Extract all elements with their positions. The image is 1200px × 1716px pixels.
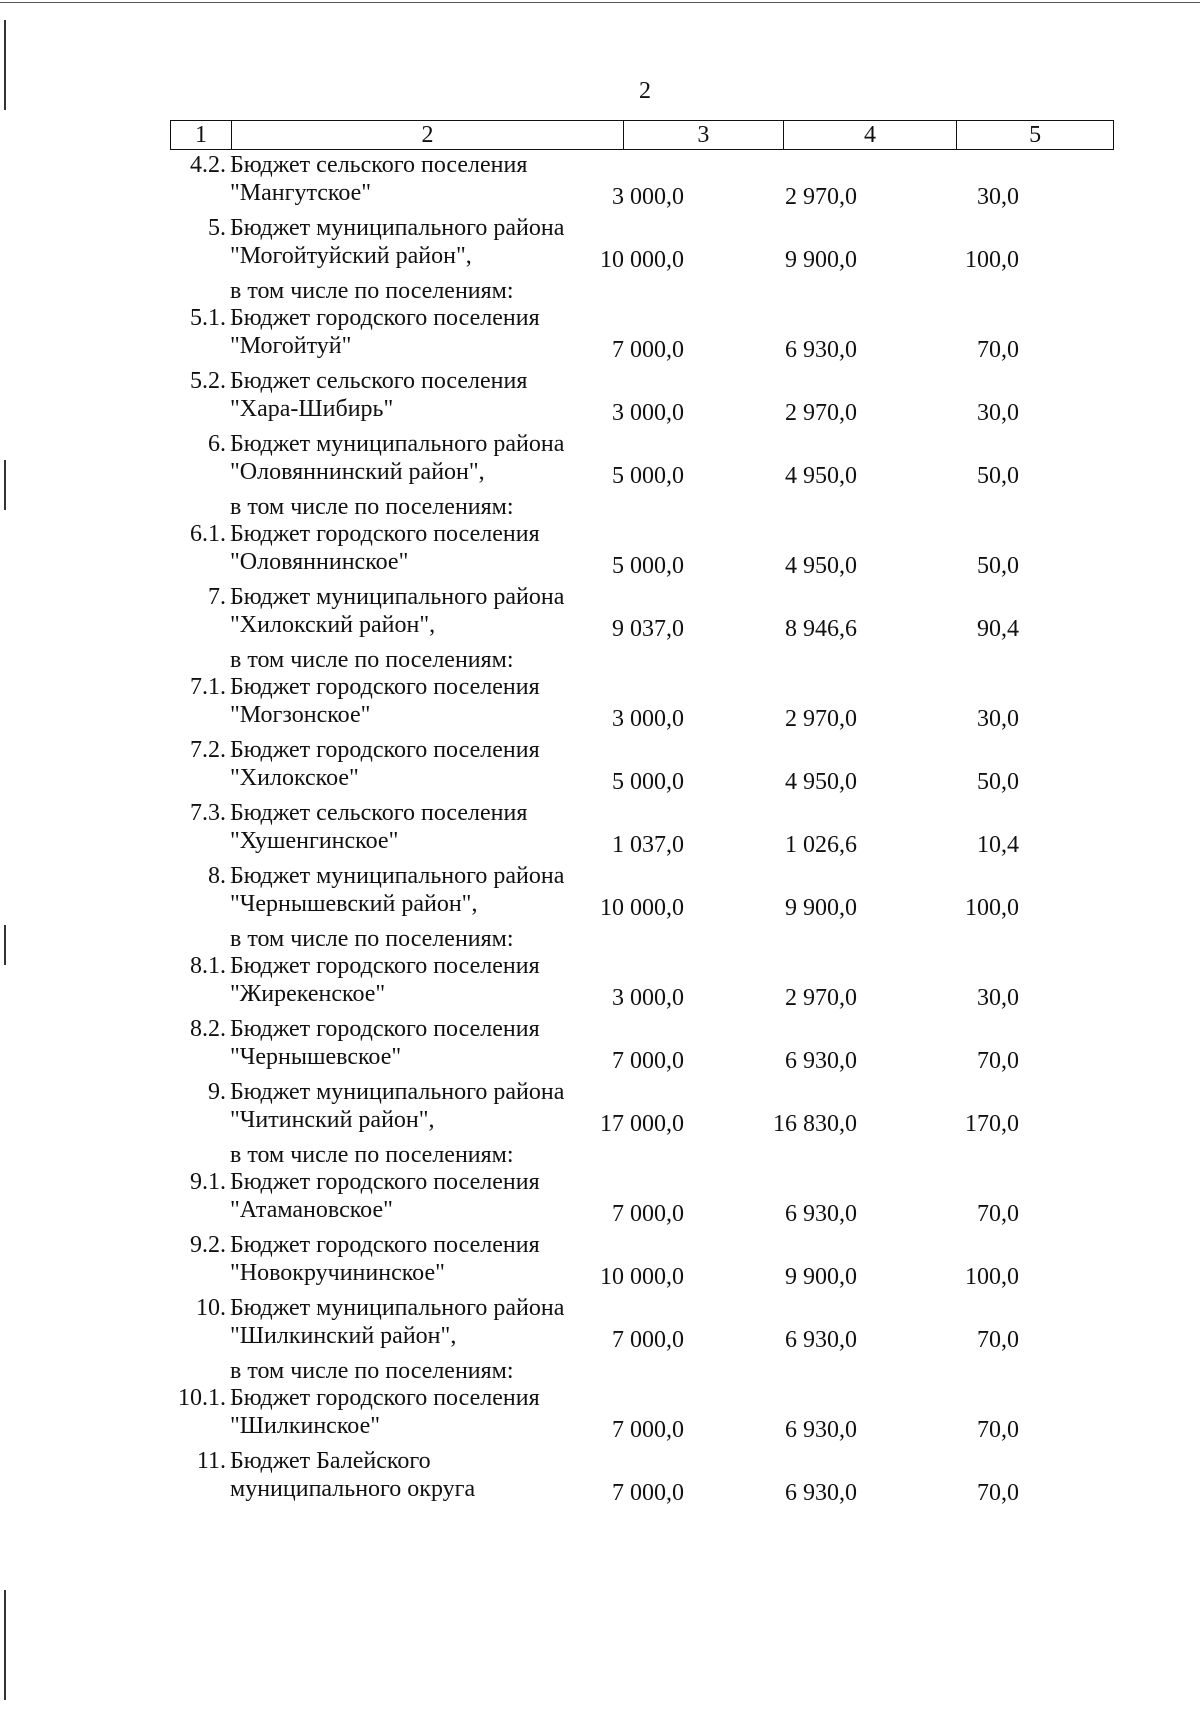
row-value-col3: 7 000,0 xyxy=(612,1480,684,1506)
table-row xyxy=(170,951,1114,1014)
row-value-col5: 30,0 xyxy=(977,400,1019,426)
left-scan-mark xyxy=(4,925,6,965)
row-number: 10. xyxy=(196,1295,226,1321)
row-value-col5: 70,0 xyxy=(977,1327,1019,1353)
row-name-line2: муниципального округа xyxy=(230,1476,476,1502)
row-value-col5: 90,4 xyxy=(977,616,1019,642)
row-value-col5: 50,0 xyxy=(977,769,1019,795)
subtotal-note: в том числе по поселениям: xyxy=(230,278,514,304)
row-value-col5: 70,0 xyxy=(977,1048,1019,1074)
row-value-col3: 7 000,0 xyxy=(612,1417,684,1443)
row-number: 9.1. xyxy=(190,1169,226,1195)
row-number: 6.1. xyxy=(190,521,226,547)
row-name-line1: Бюджет городского поселения xyxy=(230,674,540,700)
row-name-line1: Бюджет городского поселения xyxy=(230,1016,540,1042)
row-value-col5: 70,0 xyxy=(977,1480,1019,1506)
row-value-col4: 9 900,0 xyxy=(785,247,857,273)
row-value-col4: 6 930,0 xyxy=(785,1480,857,1506)
row-value-col3: 5 000,0 xyxy=(612,769,684,795)
row-name-line2: "Могойтуй" xyxy=(230,333,352,359)
row-value-col4: 6 930,0 xyxy=(785,1417,857,1443)
row-name-line2: "Могзонское" xyxy=(230,702,371,728)
row-value-col3: 7 000,0 xyxy=(612,1201,684,1227)
left-scan-mark xyxy=(4,1590,6,1700)
row-number: 8. xyxy=(208,863,226,889)
table-row xyxy=(170,735,1114,798)
row-value-col4: 4 950,0 xyxy=(785,463,857,489)
row-value-col5: 100,0 xyxy=(965,895,1019,921)
left-scan-mark xyxy=(4,20,6,110)
row-number: 7.3. xyxy=(190,800,226,826)
row-number: 4.2. xyxy=(190,152,226,178)
table-row xyxy=(170,429,1114,492)
row-name-line1: Бюджет муниципального района xyxy=(230,863,565,889)
row-value-col4: 6 930,0 xyxy=(785,337,857,363)
row-value-col3: 7 000,0 xyxy=(612,1327,684,1353)
row-value-col3: 3 000,0 xyxy=(612,184,684,210)
row-name-line1: Бюджет городского поселения xyxy=(230,1232,540,1258)
header-cell: 5 xyxy=(1029,122,1042,148)
row-value-col4: 2 970,0 xyxy=(785,400,857,426)
row-name-line1: Бюджет муниципального района xyxy=(230,431,565,457)
row-number: 9. xyxy=(208,1079,226,1105)
row-number: 7.2. xyxy=(190,737,226,763)
row-value-col4: 9 900,0 xyxy=(785,1264,857,1290)
row-name-line1: Бюджет сельского поселения xyxy=(230,800,528,826)
row-name-line1: Бюджет городского поселения xyxy=(230,521,540,547)
row-name-line2: "Мангутское" xyxy=(230,180,372,206)
row-value-col3: 1 037,0 xyxy=(612,832,684,858)
row-value-col4: 4 950,0 xyxy=(785,769,857,795)
row-value-col5: 170,0 xyxy=(965,1111,1019,1137)
row-name-line2: "Хушенгинское" xyxy=(230,828,399,854)
table-row xyxy=(170,1446,1114,1509)
table-row xyxy=(170,1293,1114,1356)
row-name-line1: Бюджет муниципального района xyxy=(230,1295,565,1321)
row-name-line2: "Могойтуйский район", xyxy=(230,243,472,269)
row-value-col3: 5 000,0 xyxy=(612,553,684,579)
row-value-col5: 100,0 xyxy=(965,247,1019,273)
row-name-line1: Бюджет городского поселения xyxy=(230,737,540,763)
row-name-line2: "Чернышевское" xyxy=(230,1044,402,1070)
row-name-line2: "Хилокский район", xyxy=(230,612,436,638)
row-name-line1: Бюджет муниципального района xyxy=(230,1079,565,1105)
row-number: 7. xyxy=(208,584,226,610)
row-name-line2: "Атамановское" xyxy=(230,1197,393,1223)
row-value-col3: 7 000,0 xyxy=(612,337,684,363)
subtotal-note: в том числе по поселениям: xyxy=(230,494,514,520)
row-name-line1: Бюджет городского поселения xyxy=(230,305,540,331)
subtotal-note: в том числе по поселениям: xyxy=(230,1358,514,1384)
row-name-line2: "Оловяннинский район", xyxy=(230,459,485,485)
row-name-line2: "Хара-Шибирь" xyxy=(230,396,394,422)
row-name-line2: "Оловяннинское" xyxy=(230,549,409,575)
row-value-col4: 1 026,6 xyxy=(785,832,857,858)
table-body xyxy=(170,150,1114,1509)
row-value-col3: 10 000,0 xyxy=(600,1264,684,1290)
row-value-col5: 30,0 xyxy=(977,184,1019,210)
row-value-col5: 30,0 xyxy=(977,985,1019,1011)
row-value-col3: 10 000,0 xyxy=(600,247,684,273)
subtotal-note: в том числе по поселениям: xyxy=(230,926,514,952)
header-cell: 4 xyxy=(784,121,958,149)
subtotal-note: в том числе по поселениям: xyxy=(230,647,514,673)
row-name-line1: Бюджет муниципального района xyxy=(230,584,565,610)
table-row xyxy=(170,1383,1114,1446)
row-value-col4: 8 946,6 xyxy=(785,616,857,642)
page-number: 2 xyxy=(639,78,651,104)
table-row xyxy=(170,861,1114,924)
row-value-col4: 2 970,0 xyxy=(785,985,857,1011)
row-value-col4: 16 830,0 xyxy=(773,1111,857,1137)
table-row xyxy=(170,672,1114,735)
row-value-col3: 5 000,0 xyxy=(612,463,684,489)
row-number: 9.2. xyxy=(190,1232,226,1258)
row-value-col3: 7 000,0 xyxy=(612,1048,684,1074)
table-row xyxy=(170,1230,1114,1293)
header-cell: 3 xyxy=(624,121,784,149)
row-value-col5: 10,4 xyxy=(977,832,1019,858)
row-value-col4: 6 930,0 xyxy=(785,1327,857,1353)
row-value-col3: 9 037,0 xyxy=(612,616,684,642)
row-value-col4: 6 930,0 xyxy=(785,1201,857,1227)
row-name-line2: "Читинский район", xyxy=(230,1107,435,1133)
row-value-col5: 50,0 xyxy=(977,553,1019,579)
row-value-col3: 3 000,0 xyxy=(612,706,684,732)
row-name-line2: "Шилкинское" xyxy=(230,1413,381,1439)
row-value-col4: 6 930,0 xyxy=(785,1048,857,1074)
row-name-line1: Бюджет муниципального района xyxy=(230,215,565,241)
row-name-line1: Бюджет городского поселения xyxy=(230,1385,540,1411)
row-name-line2: "Чернышевский район", xyxy=(230,891,478,917)
row-value-col4: 9 900,0 xyxy=(785,895,857,921)
table-row xyxy=(170,1014,1114,1077)
left-scan-mark xyxy=(4,460,6,510)
row-number: 10.1. xyxy=(178,1385,226,1411)
table-row xyxy=(170,582,1114,645)
table-row xyxy=(170,303,1114,366)
row-number: 8.2. xyxy=(190,1016,226,1042)
row-number: 7.1. xyxy=(190,674,226,700)
top-border-line xyxy=(0,2,1200,3)
subtotal-note: в том числе по поселениям: xyxy=(230,1142,514,1168)
row-name-line1: Бюджет сельского поселения xyxy=(230,152,528,178)
row-name-line2: "Жирекенское" xyxy=(230,981,386,1007)
row-value-col4: 2 970,0 xyxy=(785,706,857,732)
row-value-col4: 2 970,0 xyxy=(785,184,857,210)
row-value-col5: 70,0 xyxy=(977,337,1019,363)
table-row xyxy=(170,213,1114,276)
row-name-line2: "Шилкинский район", xyxy=(230,1323,457,1349)
row-value-col3: 17 000,0 xyxy=(600,1111,684,1137)
row-value-col3: 3 000,0 xyxy=(612,400,684,426)
row-name-line1: Бюджет городского поселения xyxy=(230,1169,540,1195)
row-value-col5: 70,0 xyxy=(977,1201,1019,1227)
budget-table xyxy=(170,120,1114,1509)
table-header-row xyxy=(170,120,1114,150)
row-name-line2: "Хилокское" xyxy=(230,765,359,791)
row-value-col5: 100,0 xyxy=(965,1264,1019,1290)
table-row xyxy=(170,798,1114,861)
row-name-line1: Бюджет Балейского xyxy=(230,1448,431,1474)
header-cell: 1 xyxy=(171,121,232,149)
row-number: 5.1. xyxy=(190,305,226,331)
row-name-line1: Бюджет городского поселения xyxy=(230,953,540,979)
table-row xyxy=(170,519,1114,582)
table-row xyxy=(170,1077,1114,1140)
table-row xyxy=(170,366,1114,429)
row-value-col5: 30,0 xyxy=(977,706,1019,732)
row-number: 8.1. xyxy=(190,953,226,979)
row-number: 5.2. xyxy=(190,368,226,394)
row-number: 6. xyxy=(208,431,226,457)
table-row xyxy=(170,1167,1114,1230)
table-row xyxy=(170,150,1114,213)
row-name-line2: "Новокручининское" xyxy=(230,1260,445,1286)
row-number: 11. xyxy=(196,1448,226,1474)
row-number: 5. xyxy=(208,215,226,241)
row-value-col4: 4 950,0 xyxy=(785,553,857,579)
row-value-col5: 70,0 xyxy=(977,1417,1019,1443)
header-cell: 2 xyxy=(232,121,624,149)
row-value-col5: 50,0 xyxy=(977,463,1019,489)
row-name-line1: Бюджет сельского поселения xyxy=(230,368,528,394)
row-value-col3: 10 000,0 xyxy=(600,895,684,921)
row-value-col3: 3 000,0 xyxy=(612,985,684,1011)
